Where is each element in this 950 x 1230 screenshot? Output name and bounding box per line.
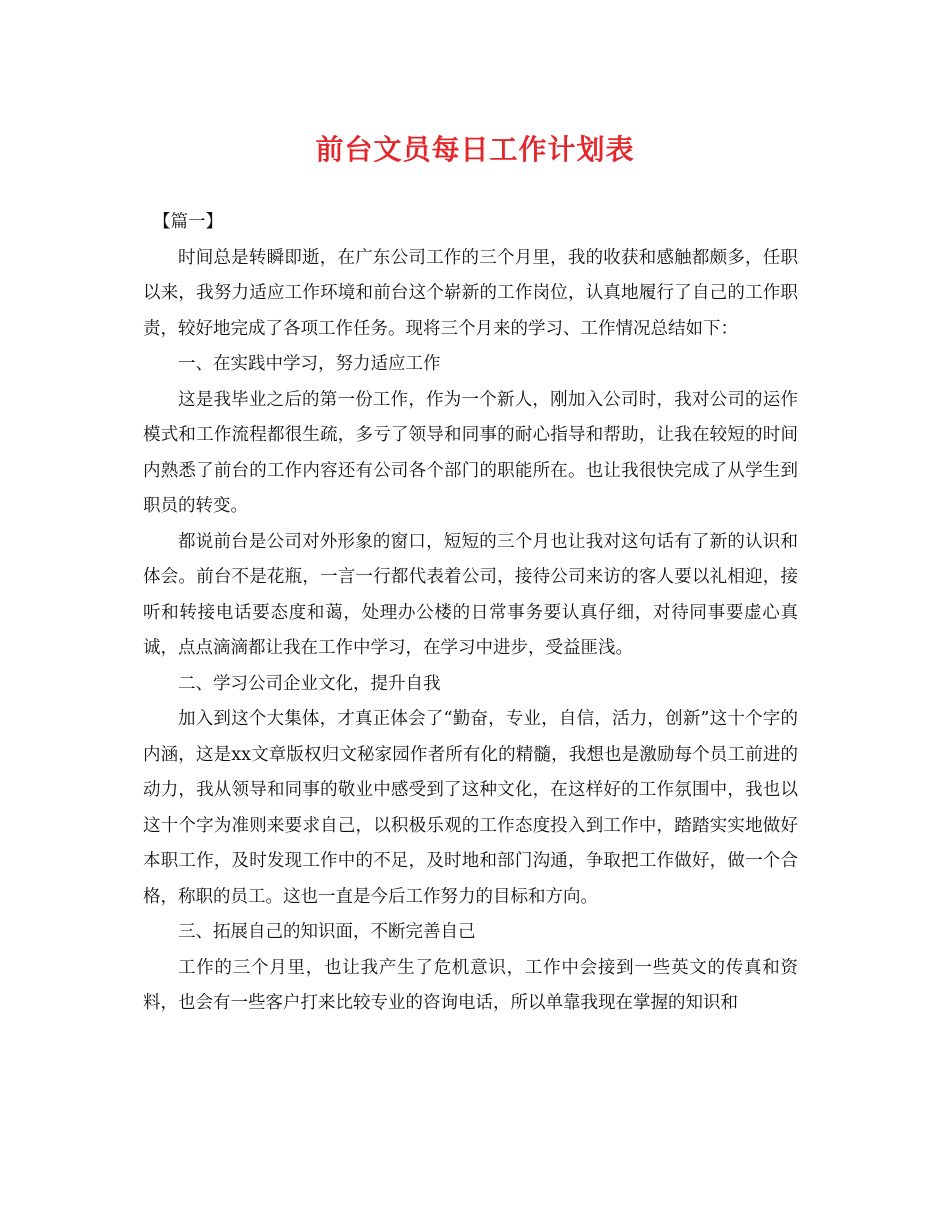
- paragraph: 时间总是转瞬即逝，在广东公司工作的三个月里，我的收获和感触都颇多，任职以来，我努力适应工作环境和前台这个崭新的工作岗位，认真地履行了自己的工作职责，较好地完成了各项工作任务。现将三个月来的学习、工作情况总结如下：: [143, 247, 798, 339]
- paragraph: 加入到这个大集体，才真正体会了“勤奋，专业，自信，活力，创新”这十个字的内涵，这是xx文章版权归文秘家园作者所有化的精髓，我想也是激励每个员工前进的动力，我从领导和同事的敬业中感受到了这种文化，在这样好的工作氛围中，我也以这十个字为准则来要求自己，以积极乐观的工作态度投入到工作中，踏踏实实地做好本职工作，及时发现工作中的不足，及时地和部门沟通，争取把工作做好，做一个合格，称职的员工。这也一直是今后工作努力的目标和方向。: [143, 709, 798, 907]
- document-title: 前台文员每日工作计划表: [315, 133, 635, 166]
- paragraph: 工作的三个月里，也让我产生了危机意识，工作中会接到一些英文的传真和资料，也会有一些客户打来比较专业的咨询电话，所以单靠我现在掌握的知识和: [143, 957, 798, 1013]
- paragraph: 这是我毕业之后的第一份工作，作为一个新人，刚加入公司时，我对公司的运作模式和工作流程都很生疏，多亏了领导和同事的耐心指导和帮助，让我在较短的时间内熟悉了前台的工作内容还有公司各个部门的职能所在。也让我很快完成了从学生到职员的转变。: [143, 389, 798, 516]
- section-heading: 三、拓展自己的知识面，不断完善自己: [178, 922, 476, 942]
- paragraph: 都说前台是公司对外形象的窗口，短短的三个月也让我对这句话有了新的认识和体会。前台不是花瓶，一言一行都代表着公司，接待公司来访的客人要以礼相迎，接听和转接电话要态度和蔼，处理办公楼的日常事务要认真仔细，对待同事要虚心真诚，点点滴滴都让我在工作中学习，在学习中进步，受益匪浅。: [143, 531, 798, 658]
- section-heading: 一、在实践中学习，努力适应工作: [178, 354, 441, 374]
- section-heading: 二、学习公司企业文化，提升自我: [178, 673, 441, 694]
- section-tag: 【篇一】: [153, 212, 223, 232]
- document-body: [143, 205, 798, 1022]
